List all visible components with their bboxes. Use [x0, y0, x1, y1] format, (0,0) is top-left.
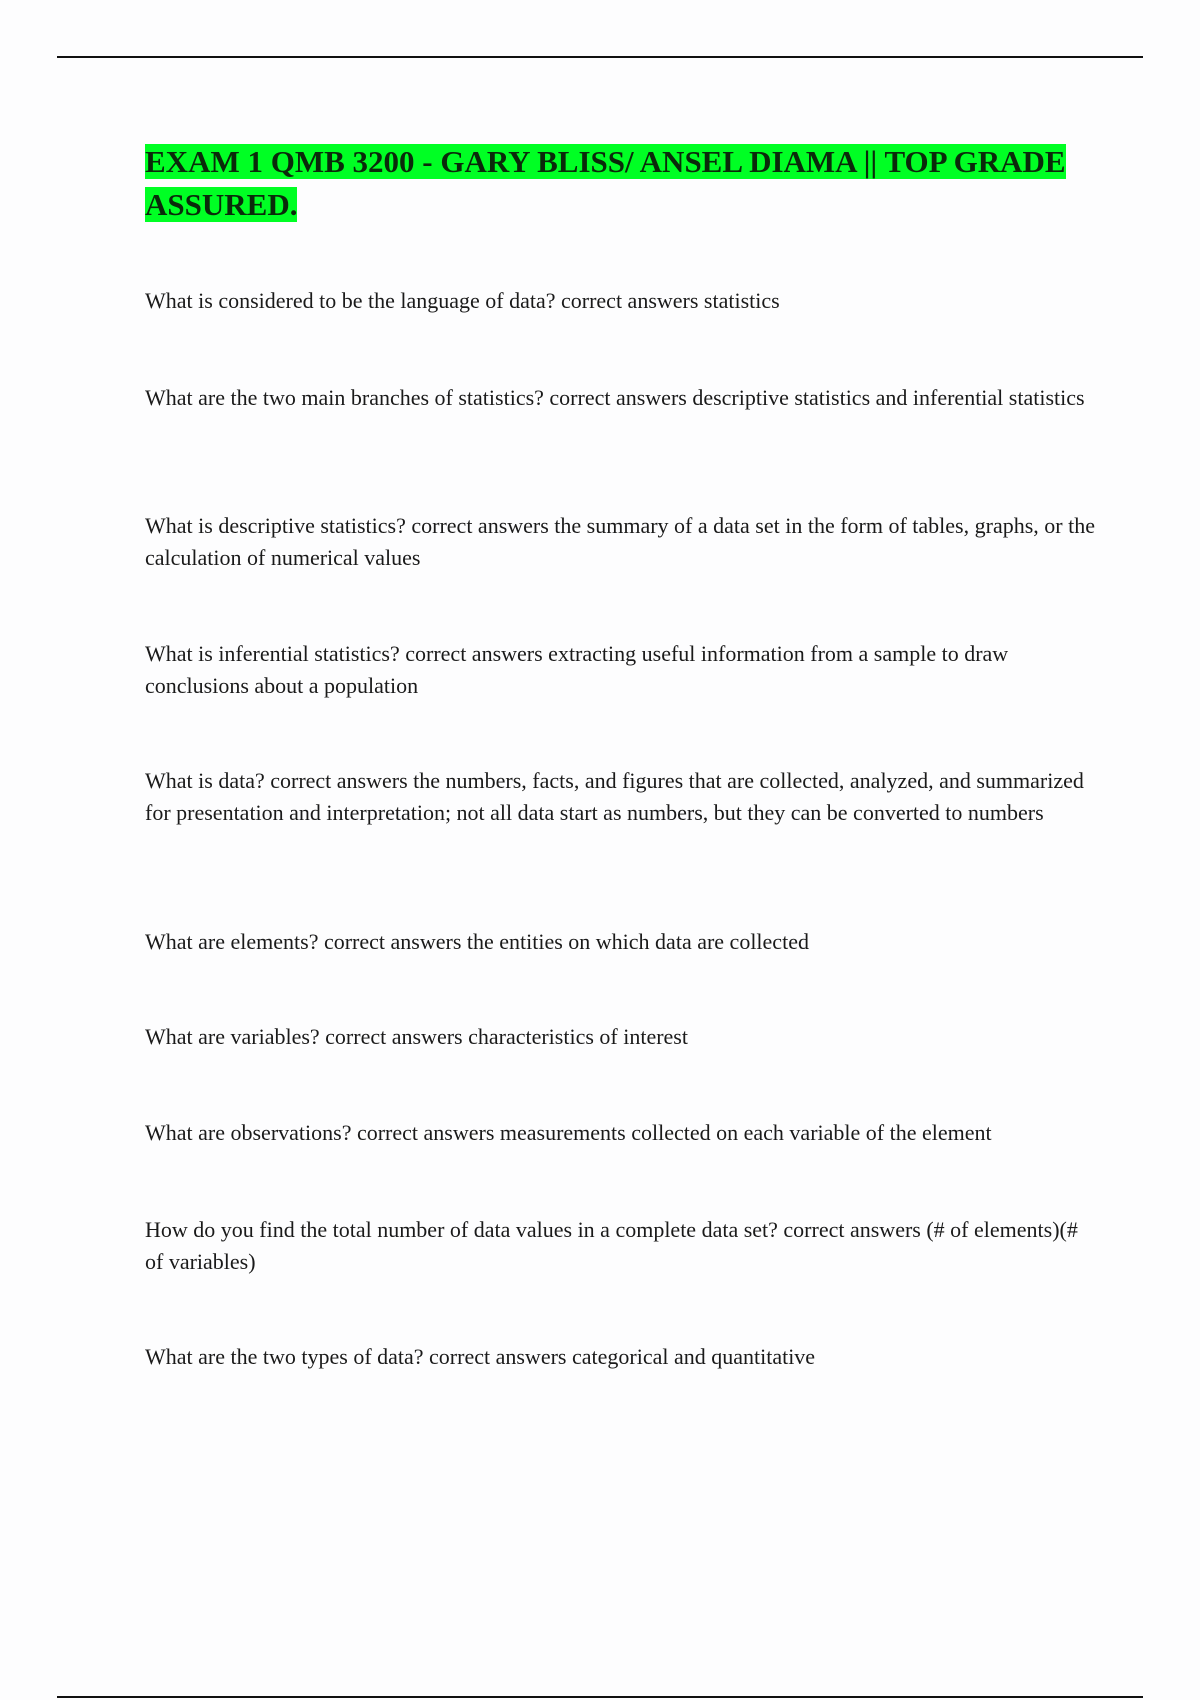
qa-item: What are the two types of data? correct answers categorical and quantitative — [145, 1344, 816, 1369]
qa-item: What is considered to be the language of data? correct answers statistics — [145, 288, 780, 313]
document-body — [145, 140, 1095, 1369]
bottom-rule — [57, 1696, 1143, 1698]
document-title — [145, 140, 1095, 226]
qa-item: What is data? correct answers the numbers, facts, and figures that are collected, analyzed, and summarized for presentation and interpretation; not all data start as numbers, but they can be converted to numbers — [145, 768, 1084, 825]
qa-item: How do you find the total number of data values in a complete data set? correct answers (# of elements)(# of variables) — [145, 1217, 1078, 1274]
qa-item: What is inferential statistics? correct answers extracting useful information from a sample to draw conclusions about a population — [145, 641, 1009, 698]
qa-item: What are the two main branches of statistics? correct answers descriptive statistics and inferential statistics — [145, 385, 1085, 410]
qa-item: What are observations? correct answers measurements collected on each variable of the element — [145, 1120, 992, 1145]
qa-item: What are elements? correct answers the entities on which data are collected — [145, 929, 809, 954]
top-rule — [57, 56, 1143, 58]
title-highlight: EXAM 1 QMB 3200 - GARY BLISS/ ANSEL DIAMA || TOP GRADE ASSURED. — [145, 144, 1066, 222]
qa-item: What are variables? correct answers characteristics of interest — [145, 1024, 688, 1049]
qa-item: What is descriptive statistics? correct answers the summary of a data set in the form of tables, graphs, or the calculation of numerical values — [145, 513, 1095, 570]
